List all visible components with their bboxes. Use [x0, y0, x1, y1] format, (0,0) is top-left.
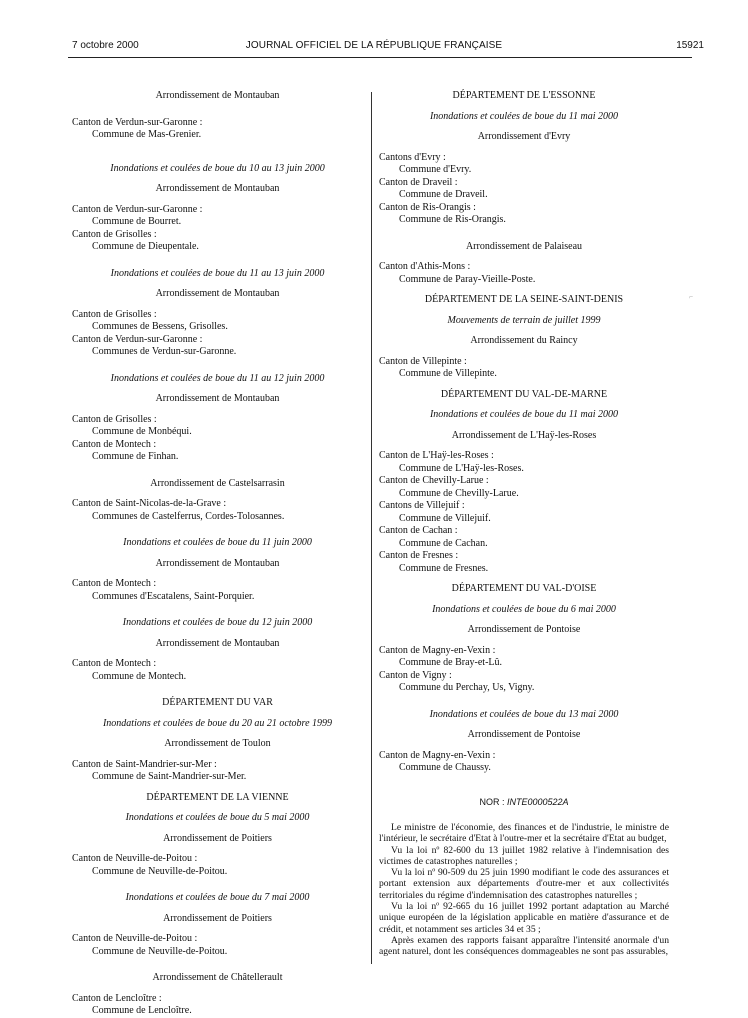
canton-entry: Canton de Montech :	[72, 438, 157, 450]
canton-entry: Canton de Vigny :	[379, 669, 452, 681]
canton-entry: Canton de Verdun-sur-Garonne :	[72, 333, 203, 345]
canton-entry: Cantons de Villejuif :	[379, 500, 465, 511]
canton-entry: Canton de Draveil :	[379, 176, 458, 188]
arrondissement-heading: Arrondissement de Montauban	[155, 183, 280, 194]
arrondissement-heading: Arrondissement de Châtellerault	[152, 972, 283, 983]
canton-entry: Canton de Lencloître :	[72, 992, 162, 1004]
arrondissement-heading: Arrondissement de Poitiers	[163, 832, 272, 844]
header-title: JOURNAL OFFICIEL DE LA RÉPUBLIQUE FRANÇAISE	[245, 40, 503, 51]
canton-entry: Canton de Chevilly-Larue :	[379, 475, 489, 486]
arrondissement-heading: Arrondissement de Montauban	[155, 288, 280, 299]
commune-entry: Commune de Mas-Grenier.	[92, 129, 202, 140]
preamble-paragraph: Vu la loi nº 92-665 du 16 juillet 1992 portant adaptation au Marché unique européen de la législation applicable en matière d'assurance et de crédit, et notamment ses articles 34 et 35 ;	[379, 901, 669, 935]
canton-entry: Canton de Saint-Mandrier-sur-Mer :	[72, 758, 217, 770]
nor-code: INTE0000522A	[506, 796, 569, 807]
header-date: 7 octobre 2000	[72, 40, 139, 51]
canton-entry: Canton de Grisolles :	[72, 413, 157, 425]
canton-entry: Canton d'Athis-Mons :	[379, 261, 471, 272]
right-column-entries	[379, 90, 669, 775]
event-heading: Inondations et coulées de boue du 11 juin 2000	[123, 537, 312, 548]
commune-entry: Communes d'Escatalens, Saint-Porquier.	[92, 590, 255, 602]
arrondissement-heading: Arrondissement de Castelsarrasin	[150, 477, 285, 489]
arrondissement-heading: Arrondissement de Pontoise	[467, 624, 581, 635]
commune-entry: Commune de Cachan.	[399, 537, 488, 549]
event-heading: Inondations et coulées de boue du 10 au 13 juin 2000	[110, 162, 325, 174]
commune-entry: Communes de Castelferrus, Cordes-Tolosannes.	[92, 510, 285, 522]
department-heading: DÉPARTEMENT DE LA SEINE-SAINT-DENIS	[424, 294, 624, 305]
canton-entry: Canton de Montech :	[72, 578, 157, 589]
preamble-paragraph: Le ministre de l'économie, des finances et de l'industrie, le ministre de l'intérieur, le secrétaire d'Etat à l'outre-mer et la secrétaire d'Etat au budget,	[379, 822, 669, 845]
department-heading: DÉPARTEMENT DU VAR	[162, 697, 273, 708]
event-heading: Inondations et coulées de boue du 12 juin 2000	[122, 617, 313, 628]
commune-entry: Commune de Lencloître.	[92, 1005, 192, 1016]
canton-entry: Canton de Verdun-sur-Garonne :	[72, 116, 203, 128]
event-heading: Inondations et coulées de boue du 11 mai 2000	[429, 409, 619, 420]
right-column	[379, 90, 669, 958]
canton-entry: Canton de Grisolles :	[72, 228, 157, 240]
canton-entry: Canton de Magny-en-Vexin :	[379, 644, 496, 656]
commune-entry: Commune de Villepinte.	[399, 368, 497, 379]
arrondissement-heading: Arrondissement de Toulon	[164, 738, 271, 749]
commune-entry: Commune du Perchay, Us, Vigny.	[399, 682, 535, 693]
column-separator	[371, 92, 372, 964]
commune-entry: Commune de Bourret.	[92, 216, 182, 227]
event-heading: Inondations et coulées de boue du 13 mai 2000	[429, 708, 619, 720]
commune-entry: Commune de Draveil.	[399, 189, 488, 200]
arrondissement-heading: Arrondissement de Montauban	[155, 557, 280, 569]
preamble-paragraph: Après examen des rapports faisant apparaître l'intensité anormale d'un agent naturel, dont les conséquences dommageables ne sont pas assurables,	[379, 934, 669, 958]
commune-entry: Commune de Chevilly-Larue.	[399, 487, 519, 499]
canton-entry: Canton de Saint-Nicolas-de-la-Grave :	[72, 498, 227, 509]
canton-entry: Canton de L'Haÿ-les-Roses :	[379, 450, 494, 461]
arrondissement-heading: Arrondissement de Montauban	[155, 90, 280, 101]
canton-entry: Canton de Grisolles :	[72, 308, 157, 320]
canton-entry: Canton de Cachan :	[379, 525, 458, 536]
header-rule	[68, 57, 692, 58]
arrondissement-heading: Arrondissement de Pontoise	[467, 729, 581, 740]
left-column	[72, 90, 363, 1018]
arrondissement-heading: Arrondissement de Montauban	[155, 637, 280, 649]
commune-entry: Commune de L'Haÿ-les-Roses.	[399, 462, 524, 474]
event-heading: Inondations et coulées de boue du 20 au 21 octobre 1999	[102, 717, 333, 729]
commune-entry: Commune de Dieupentale.	[92, 241, 199, 252]
canton-entry: Canton de Montech :	[72, 658, 157, 669]
department-heading: DÉPARTEMENT DU VAL-DE-MARNE	[440, 388, 608, 400]
nor-label: NOR :	[479, 796, 505, 807]
arrondissement-heading: Arrondissement de Montauban	[155, 393, 280, 404]
arrondissement-heading: Arrondissement de L'Haÿ-les-Roses	[451, 429, 597, 441]
commune-entry: Commune de Saint-Mandrier-sur-Mer.	[92, 771, 247, 782]
arrondissement-heading: Arrondissement du Raincy	[470, 335, 578, 346]
event-heading: Inondations et coulées de boue du 6 mai 2000	[432, 603, 616, 615]
preamble-paragraph: Vu la loi nº 82-600 du 13 juillet 1982 relative à l'indemnisation des victimes de catastrophes naturelles ;	[379, 844, 669, 867]
page-header	[0, 40, 748, 56]
canton-entry: Canton de Verdun-sur-Garonne :	[72, 203, 203, 215]
margin-mark: ⌐	[689, 293, 693, 301]
event-heading: Inondations et coulées de boue du 11 au 12 juin 2000	[110, 372, 325, 384]
canton-entry: Canton de Villepinte :	[379, 355, 467, 367]
header-page-number: 15921	[676, 40, 704, 51]
nor-reference	[379, 796, 669, 809]
canton-entry: Canton de Magny-en-Vexin :	[379, 749, 496, 761]
canton-entry: Canton de Neuville-de-Poitou :	[72, 933, 198, 944]
canton-entry: Cantons d'Evry :	[379, 151, 446, 163]
canton-entry: Canton de Neuville-de-Poitou :	[72, 853, 198, 864]
commune-entry: Communes de Verdun-sur-Garonne.	[92, 346, 237, 357]
department-heading: DÉPARTEMENT DU VAL-D'OISE	[451, 583, 597, 594]
commune-entry: Commune de Monbéqui.	[92, 426, 192, 437]
commune-entry: Commune de Neuville-de-Poitou.	[92, 945, 228, 957]
department-heading: DÉPARTEMENT DE LA VIENNE	[146, 791, 289, 803]
commune-entry: Commune de Montech.	[92, 670, 187, 682]
arrondissement-heading: Arrondissement de Poitiers	[163, 912, 272, 924]
arrondissement-heading: Arrondissement de Palaiseau	[465, 240, 583, 252]
department-heading: DÉPARTEMENT DE L'ESSONNE	[452, 90, 596, 101]
commune-entry: Commune de Ris-Orangis.	[399, 214, 506, 225]
canton-entry: Canton de Fresnes :	[379, 550, 459, 561]
commune-entry: Commune d'Evry.	[399, 164, 472, 175]
commune-entry: Communes de Bessens, Grisolles.	[92, 321, 228, 332]
event-heading: Inondations et coulées de boue du 5 mai 2000	[125, 812, 310, 823]
commune-entry: Commune de Fresnes.	[399, 562, 489, 574]
commune-entry: Commune de Bray-et-Lû.	[399, 657, 503, 668]
arrondissement-heading: Arrondissement d'Evry	[477, 131, 571, 142]
commune-entry: Commune de Neuville-de-Poitou.	[92, 865, 228, 877]
event-heading: Inondations et coulées de boue du 11 mai 2000	[429, 110, 619, 122]
decree-preamble	[379, 822, 669, 958]
commune-entry: Commune de Chaussy.	[399, 762, 491, 773]
event-heading: Mouvements de terrain de juillet 1999	[447, 314, 601, 326]
commune-entry: Commune de Finhan.	[92, 451, 179, 462]
preamble-paragraph: Vu la loi nº 90-509 du 25 juin 1990 modifiant le code des assurances et portant extension aux départements d'outre-mer et aux collectivités territoriales du régime d'indemnisation des catastrophes naturelles ;	[379, 867, 669, 901]
event-heading: Inondations et coulées de boue du 7 mai 2000	[125, 892, 310, 903]
commune-entry: Commune de Paray-Vieille-Poste.	[399, 273, 536, 285]
canton-entry: Canton de Ris-Orangis :	[379, 201, 476, 213]
event-heading: Inondations et coulées de boue du 11 au 13 juin 2000	[110, 267, 325, 279]
commune-entry: Commune de Villejuif.	[399, 512, 491, 524]
